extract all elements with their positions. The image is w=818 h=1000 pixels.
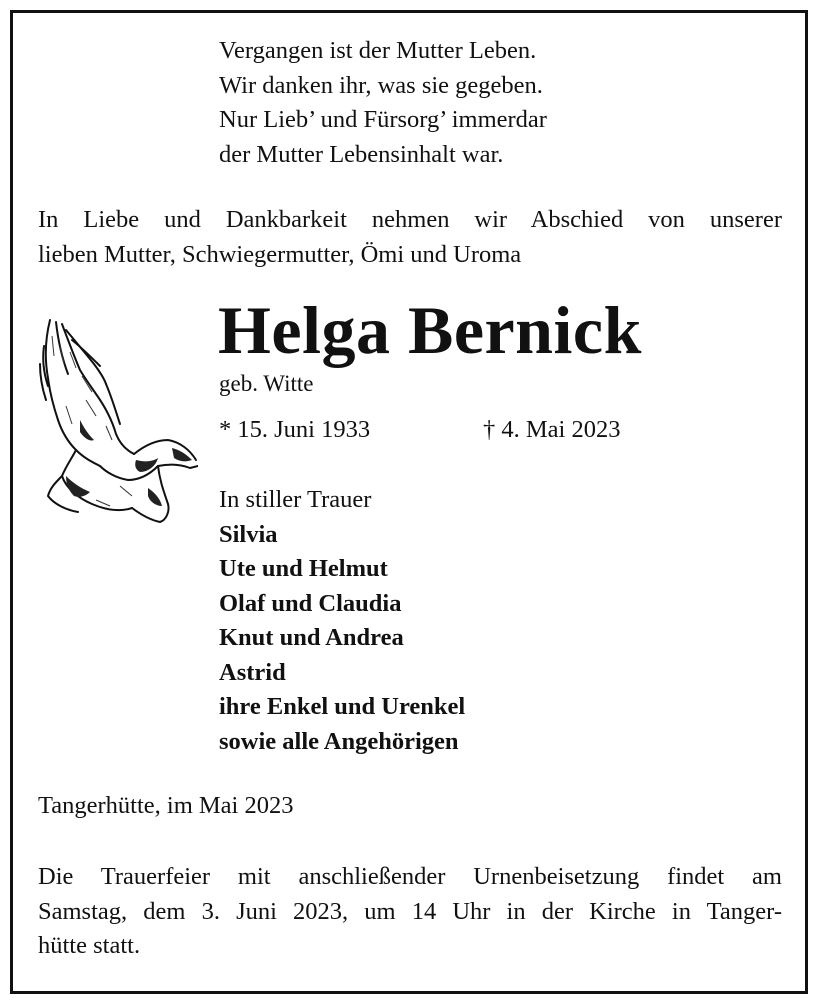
ceremony-info — [38, 860, 782, 964]
mourner-name: Silvia — [219, 520, 278, 548]
poem-line: Vergangen ist der Mutter Leben. — [219, 37, 537, 64]
ceremony-line: Samstag, dem 3. Juni 2023, um 14 Uhr in der Kirche in Tanger- — [38, 897, 782, 925]
intro-line: In Liebe und Dankbarkeit nehmen wir Abschied von unserer — [38, 206, 782, 233]
maiden-name: geb. Witte — [219, 371, 314, 396]
mourner-name: Astrid — [219, 658, 286, 686]
death-date: † 4. Mai 2023 — [483, 416, 621, 443]
mourner-name: sowie alle Angehörigen — [219, 727, 459, 755]
poem-line: Wir danken ihr, was sie gegeben. — [219, 71, 543, 99]
place-date: Tangerhütte, im Mai 2023 — [38, 792, 294, 819]
poem-line: der Mutter Lebensinhalt war. — [219, 140, 504, 168]
poem-line: Nur Lieb’ und Fürsorg’ immerdar — [219, 106, 547, 133]
intro-line: lieben Mutter, Schwiegermutter, Ömi und Uroma — [38, 240, 522, 268]
mourners-list — [219, 483, 465, 759]
mourner-name: Ute und Helmut — [219, 555, 388, 582]
poem — [219, 34, 547, 172]
mourners-heading: In stiller Trauer — [219, 486, 372, 513]
birth-date: * 15. Juni 1933 — [219, 416, 371, 443]
ceremony-line: hütte statt. — [38, 932, 141, 959]
mourner-name: Knut und Andrea — [219, 624, 404, 651]
ceremony-line: Die Trauerfeier mit anschließender Urnenbeisetzung findet am — [38, 863, 782, 890]
praying-hands-icon — [36, 316, 198, 524]
mourner-name: Olaf und Claudia — [219, 589, 402, 617]
deceased-name: Helga Bernick — [218, 292, 642, 368]
mourner-name: ihre Enkel und Urenkel — [219, 693, 466, 720]
intro-text — [38, 203, 782, 272]
